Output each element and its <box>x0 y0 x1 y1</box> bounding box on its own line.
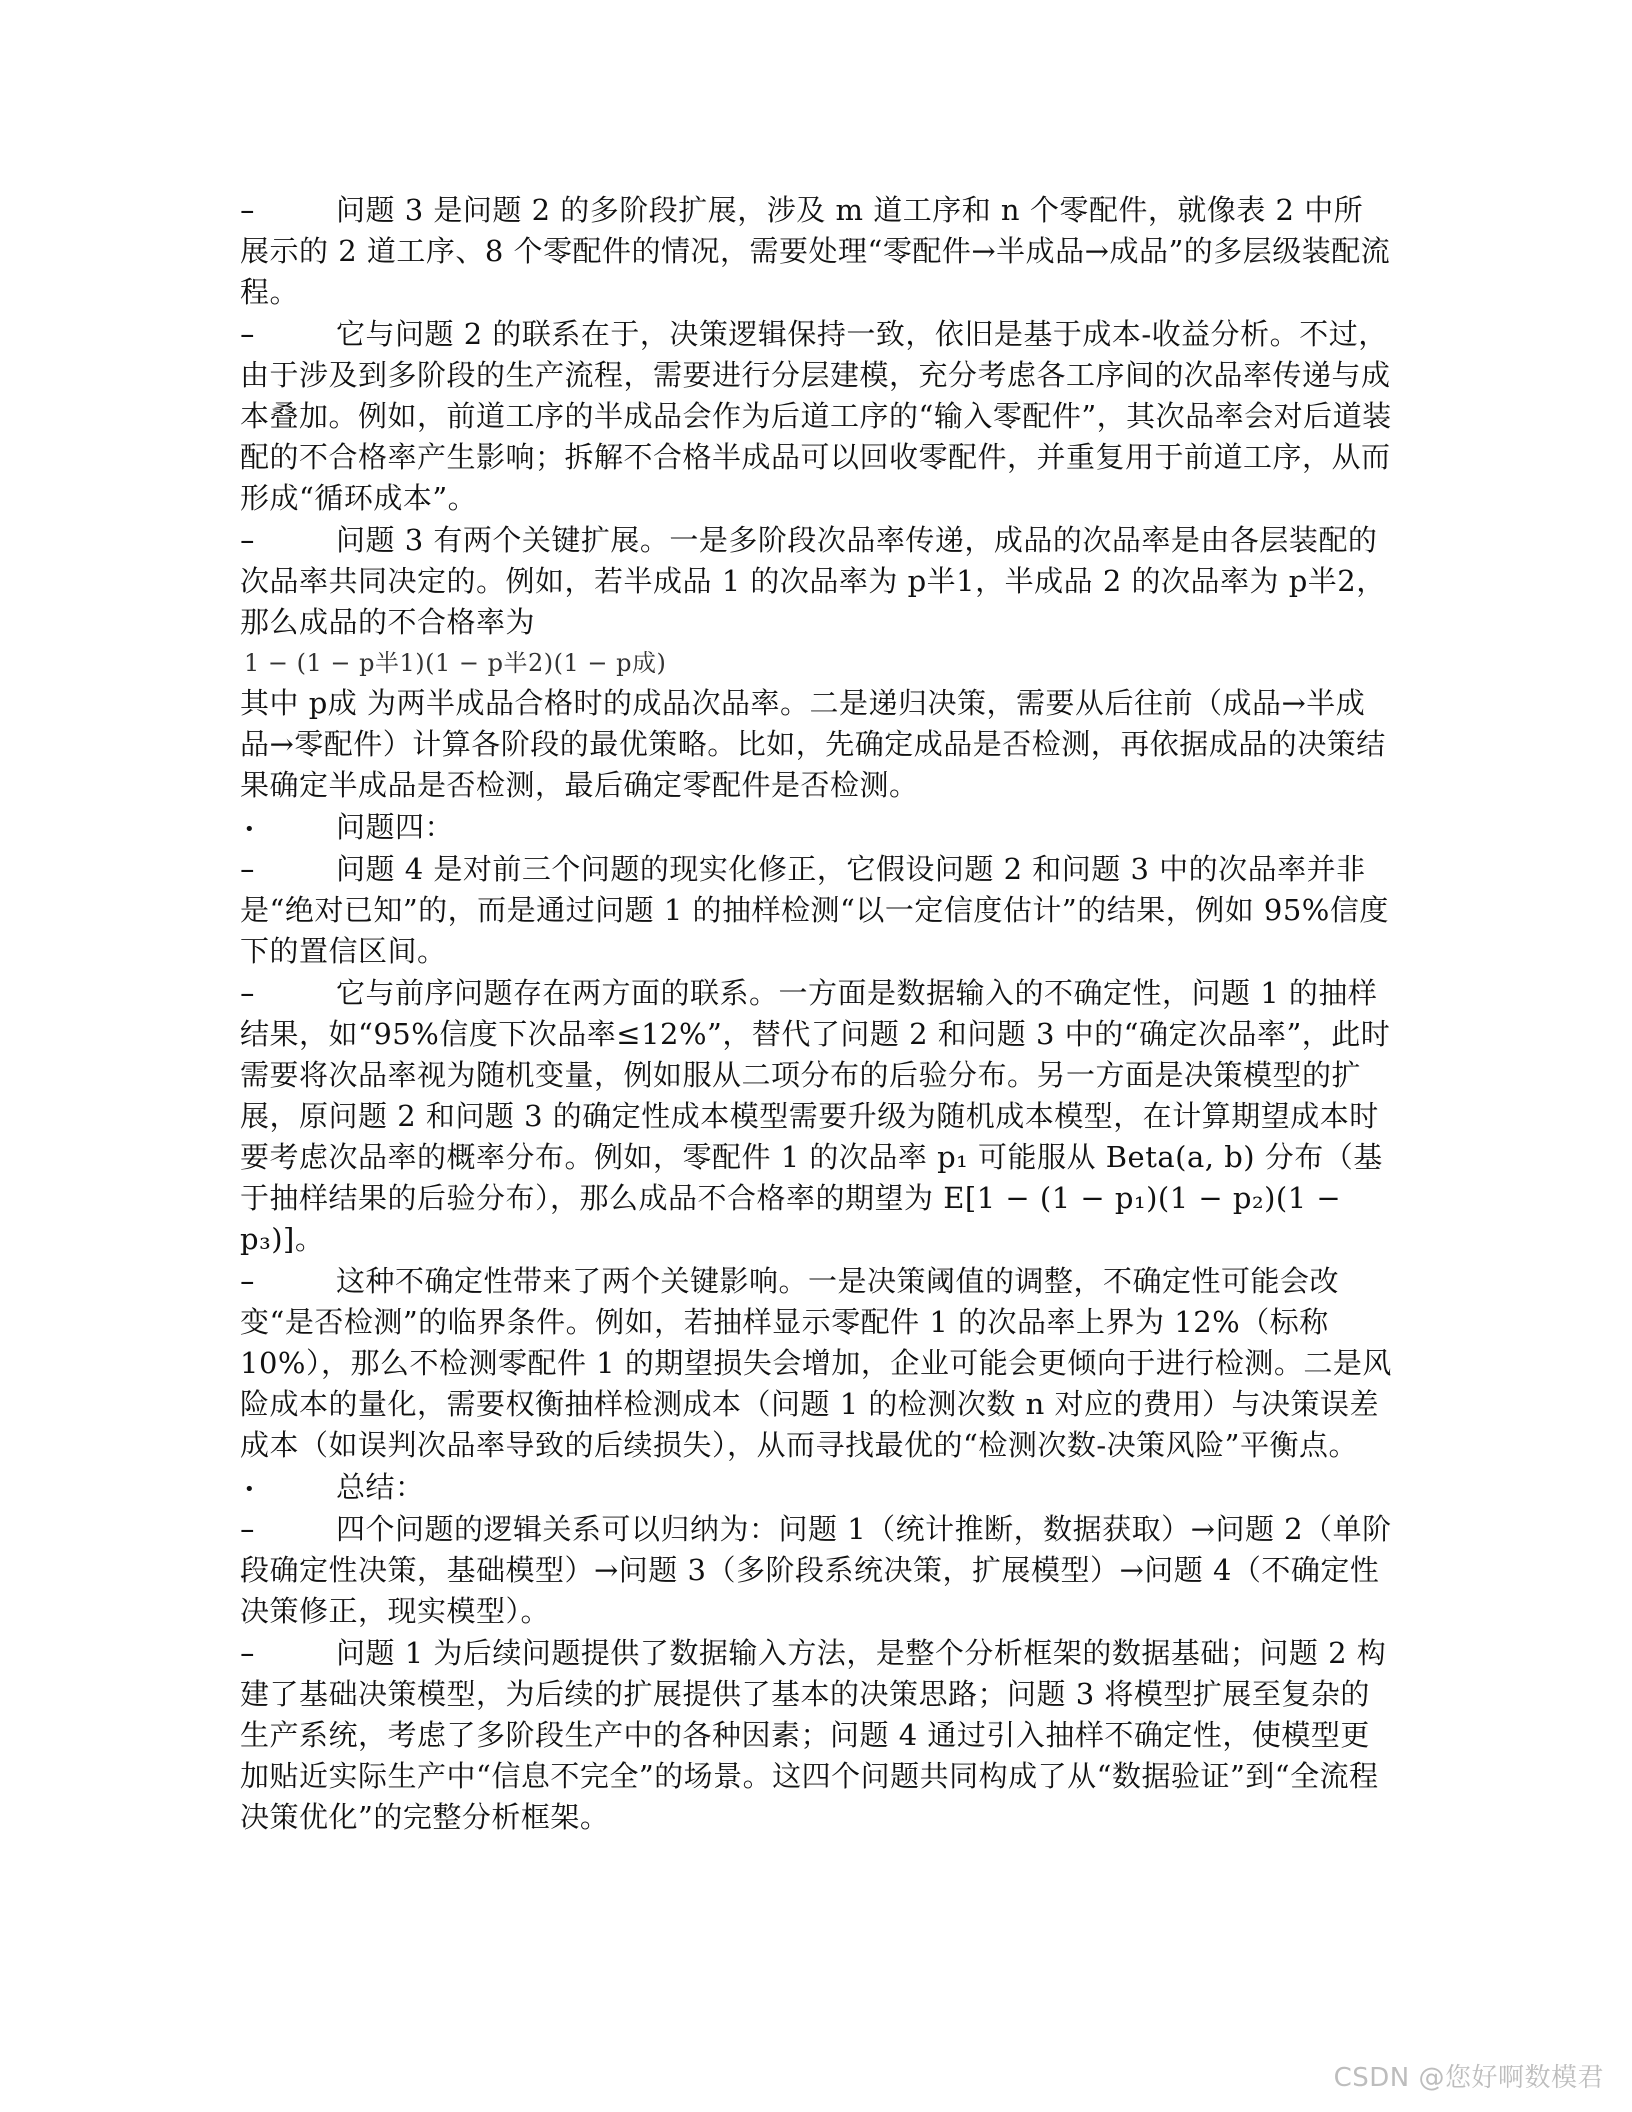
dash-marker: – <box>240 193 255 227</box>
csdn-watermark: CSDN @您好啊数模君 <box>1333 2063 1604 2093</box>
paragraph <box>240 1633 1392 1838</box>
paragraph <box>240 1261 1392 1466</box>
paragraph-text: 问题 4 是对前三个问题的现实化修正，它假设问题 2 和问题 3 中的次品率并非是“绝对已知”的，而是通过问题 1 的抽样检测“以一定信度估计”的结果，例如 95%信度下的置信区间。 <box>240 852 1389 968</box>
paragraph-text: 问题 1 为后续问题提供了数据输入方法，是整个分析框架的数据基础；问题 2 构建了基础决策模型，为后续的扩展提供了基本的决策思路；问题 3 将模型扩展至复杂的生产系统，考虑了多阶段生产中的各种因素；问题 4 通过引入抽样不确定性，使模型更加贴近实际生产中“信息不完全”的场景。这四个问题共同构成了从“数据验证”到“全流程决策优化”的完整分析框架。 <box>240 1636 1387 1834</box>
paragraph <box>240 849 1392 972</box>
dash-marker: – <box>240 852 255 886</box>
paragraph <box>240 190 1392 313</box>
document-body <box>240 190 1392 1839</box>
heading-text: 问题四： <box>336 810 455 844</box>
bullet-marker: • <box>244 1479 256 1500</box>
paragraph-text: 其中 p成 为两半成品合格时的成品次品率。二是递归决策，需要从后往前（成品→半成品→零配件）计算各阶段的最优策略。比如，先确定成品是否检测，再依据成品的决策结果确定半成品是否检测，最后确定零配件是否检测。 <box>240 686 1386 802</box>
paragraph <box>240 1509 1392 1632</box>
paragraph-text: 它与问题 2 的联系在于，决策逻辑保持一致，依旧是基于成本-收益分析。不过，由于涉及到多阶段的生产流程，需要进行分层建模，充分考虑各工序间的次品率传递与成本叠加。例如，前道工序的半成品会作为后道工序的“输入零配件”，其次品率会对后道装配的不合格率产生影响；拆解不合格半成品可以回收零配件，并重复用于前道工序，从而形成“循环成本”。 <box>240 317 1392 515</box>
paragraph-text: 问题 3 是问题 2 的多阶段扩展，涉及 m 道工序和 n 个零配件，就像表 2 中所展示的 2 道工序、8 个零配件的情况，需要处理“零配件→半成品→成品”的多层级装配流程。 <box>240 193 1391 309</box>
dash-marker: – <box>240 1512 255 1546</box>
dash-marker: – <box>240 523 255 557</box>
formula-text: 1 − (1 − p半1)(1 − p半2)(1 − p成) <box>244 649 667 677</box>
dash-marker: – <box>240 1636 255 1670</box>
paragraph-text: 它与前序问题存在两方面的联系。一方面是数据输入的不确定性，问题 1 的抽样结果，如“95%信度下次品率≤12%”，替代了问题 2 和问题 3 中的“确定次品率”，此时需要将次品率视为随机变量，例如服从二项分布的后验分布。另一方面是决策模型的扩展，原问题 2 和问题 3 的确定性成本模型需要升级为随机成本模型，在计算期望成本时要考虑次品率的概率分布。例如，零配件 1 的次品率 p₁ 可能服从 Beta(a, b) 分布（基于抽样结果的后验分布），那么成品不合格率的期望为 E[1 − (1 − p₁)(1 − p₂)(1 − p₃)]。 <box>240 976 1391 1256</box>
paragraph-text: 这种不确定性带来了两个关键影响。一是决策阈值的调整，不确定性可能会改变“是否检测”的临界条件。例如，若抽样显示零配件 1 的次品率上界为 12%（标称 10%），那么不检测零配件 1 的期望损失会增加，企业可能会更倾向于进行检测。二是风险成本的量化，需要权衡抽样检测成本（问题 1 的检测次数 n 对应的费用）与决策误差成本（如误判次品率导致的后续损失），从而寻找最优的“检测次数-决策风险”平衡点。 <box>240 1264 1392 1462</box>
dash-marker: – <box>240 1264 255 1298</box>
paragraph <box>240 973 1392 1260</box>
formula-defect-rate <box>240 644 1392 682</box>
dash-marker: – <box>240 317 255 351</box>
paragraph-text: 四个问题的逻辑关系可以归纳为：问题 1（统计推断，数据获取）→问题 2（单阶段确定性决策，基础模型）→问题 3（多阶段系统决策，扩展模型）→问题 4（不确定性决策修正，现实模型）。 <box>240 1512 1392 1628</box>
section-heading <box>240 1467 1392 1508</box>
paragraph-text: 问题 3 有两个关键扩展。一是多阶段次品率传递，成品的次品率是由各层装配的次品率共同决定的。例如，若半成品 1 的次品率为 p半1，半成品 2 的次品率为 p半2，那么成品的不合格率为 <box>240 523 1386 639</box>
section-heading <box>240 807 1392 848</box>
bullet-marker: • <box>244 819 256 840</box>
paragraph <box>240 683 1392 806</box>
paragraph <box>240 520 1392 643</box>
dash-marker: – <box>240 976 255 1010</box>
paragraph <box>240 314 1392 519</box>
heading-text: 总结： <box>336 1470 425 1504</box>
